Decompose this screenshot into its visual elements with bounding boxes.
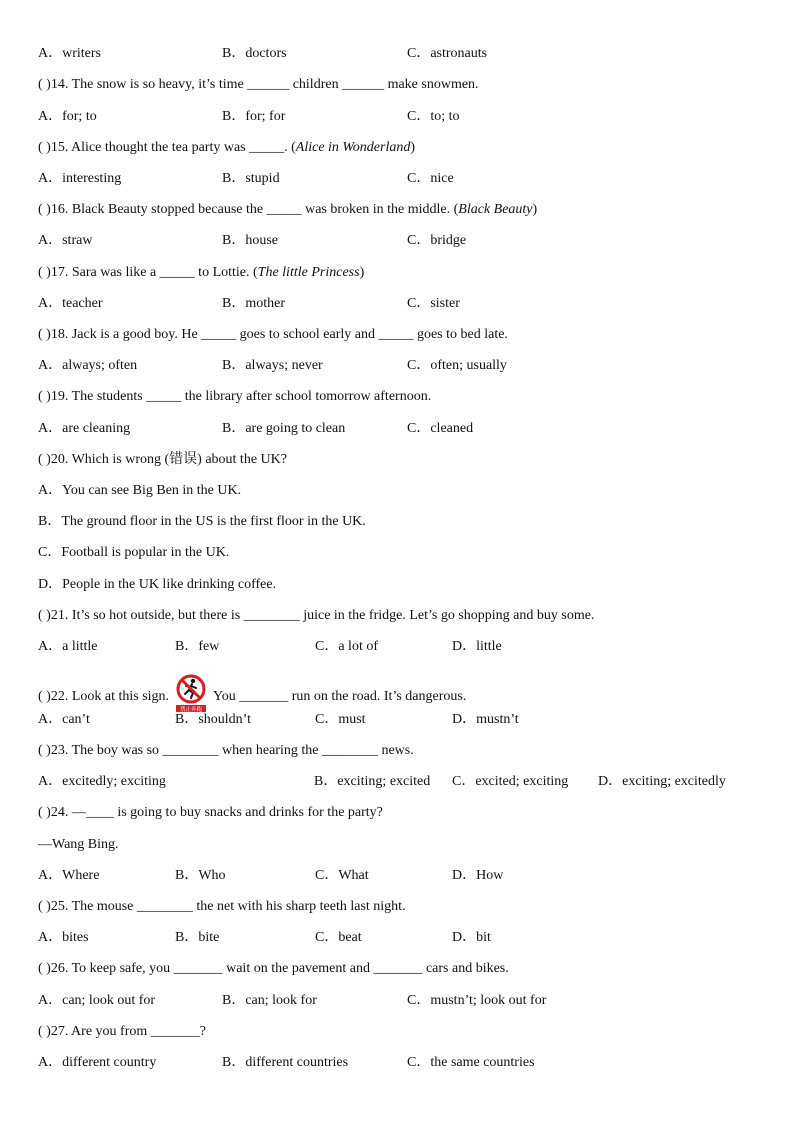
q24-option-c: C．What	[315, 868, 369, 883]
q16-option-b: B．house	[222, 233, 278, 248]
q14-option-a: A．for; to	[38, 109, 97, 124]
q24-answer: —Wang Bing.	[38, 837, 119, 852]
q20-stem: ( )20. Which is wrong (错误) about the UK?	[38, 452, 287, 467]
q24-option-d: D．How	[452, 868, 504, 883]
q25-stem: ( )25. The mouse ________ the net with his sharp teeth last night.	[38, 899, 406, 914]
q14-stem: ( )14. The snow is so heavy, it’s time ______ children ______ make snowmen.	[38, 77, 479, 92]
q20-option-c: C．Football is popular in the UK.	[38, 545, 230, 560]
q20-option-b: B．The ground floor in the US is the first floor in the UK.	[38, 514, 366, 529]
q23-option-a: A．excitedly; exciting	[38, 774, 166, 789]
q26-stem: ( )26. To keep safe, you _______ wait on the pavement and _______ cars and bikes.	[38, 961, 509, 976]
q22-stem: ( )22. Look at this sign. 禁止奔跑 You _______ run on the road. It’s dangerous.	[38, 674, 466, 714]
q27-option-c: C．the same countries	[407, 1055, 535, 1070]
q21-option-c: C．a lot of	[315, 639, 378, 654]
q24-stem: ( )24. —____ is going to buy snacks and drinks for the party?	[38, 805, 383, 820]
q18-stem: ( )18. Jack is a good boy. He _____ goes to school early and _____ goes to bed late.	[38, 327, 508, 342]
q17-option-a: A．teacher	[38, 296, 103, 311]
q16-option-c: C．bridge	[407, 233, 467, 248]
q15-option-b: B．stupid	[222, 171, 280, 186]
q27-stem: ( )27. Are you from _______?	[38, 1024, 206, 1039]
q21-stem: ( )21. It’s so hot outside, but there is ________ juice in the fridge. Let’s go shopping and buy some.	[38, 608, 595, 623]
q25-option-c: C．beat	[315, 930, 362, 945]
q20-option-a: A．You can see Big Ben in the UK.	[38, 483, 242, 498]
q14-option-b: B．for; for	[222, 109, 286, 124]
q22-option-c: C．must	[315, 712, 366, 727]
q26-option-a: A．can; look out for	[38, 993, 156, 1008]
q17-option-b: B．mother	[222, 296, 285, 311]
sign-caption: 禁止奔跑	[180, 707, 203, 713]
no-running-sign-icon	[175, 674, 207, 714]
q18-option-c: C．often; usually	[407, 358, 507, 373]
q27-option-a: A．different country	[38, 1055, 157, 1070]
q15-stem: ( )15. Alice thought the tea party was _____. (Alice in Wonderland)	[38, 140, 416, 155]
q16-stem: ( )16. Black Beauty stopped because the _____ was broken in the middle. (Black Beauty)	[38, 202, 538, 217]
q18-option-b: B．always; never	[222, 358, 323, 373]
q20-option-d: D．People in the UK like drinking coffee.	[38, 577, 277, 592]
q14-option-c: C．to; to	[407, 109, 460, 124]
q26-option-b: B．can; look for	[222, 993, 317, 1008]
q23-stem: ( )23. The boy was so ________ when hearing the ________ news.	[38, 743, 414, 758]
q27-option-b: B．different countries	[222, 1055, 349, 1070]
q19-option-b: B．are going to clean	[222, 421, 346, 436]
q19-stem: ( )19. The students _____ the library after school tomorrow afternoon.	[38, 389, 432, 404]
q13-option-c: C．astronauts	[407, 46, 488, 61]
q25-option-b: B．bite	[175, 930, 220, 945]
q21-option-a: A．a little	[38, 639, 98, 654]
q25-option-d: D．bit	[452, 930, 491, 945]
q23-option-c: C．excited; exciting	[452, 774, 569, 789]
q22-option-b: B．shouldn’t	[175, 712, 251, 727]
q18-option-a: A．always; often	[38, 358, 138, 373]
q21-option-d: D．little	[452, 639, 502, 654]
q23-option-b: B．exciting; excited	[314, 774, 431, 789]
q17-stem: ( )17. Sara was like a _____ to Lottie. (The little Princess)	[38, 265, 365, 280]
q17-option-c: C．sister	[407, 296, 460, 311]
q15-option-a: A．interesting	[38, 171, 122, 186]
q19-option-a: A．are cleaning	[38, 421, 131, 436]
q25-option-a: A．bites	[38, 930, 89, 945]
q13-option-b: B．doctors	[222, 46, 287, 61]
q22-option-a: A．can’t	[38, 712, 90, 727]
q16-option-a: A．straw	[38, 233, 93, 248]
q24-option-b: B．Who	[175, 868, 226, 883]
q23-option-d: D．exciting; excitedly	[598, 774, 726, 789]
q22-option-d: D．mustn’t	[452, 712, 519, 727]
q26-option-c: C．mustn’t; look out for	[407, 993, 547, 1008]
q19-option-c: C．cleaned	[407, 421, 474, 436]
q21-option-b: B．few	[175, 639, 220, 654]
q13-option-a: A．writers	[38, 46, 101, 61]
q24-option-a: A．Where	[38, 868, 100, 883]
q15-option-c: C．nice	[407, 171, 454, 186]
